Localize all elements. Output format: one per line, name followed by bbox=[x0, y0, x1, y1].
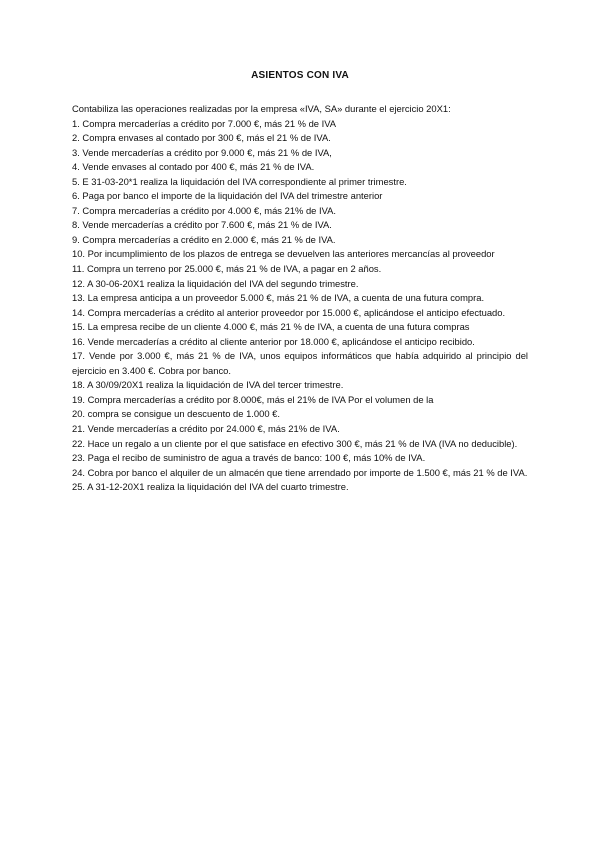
list-item: 21. Vende mercaderías a crédito por 24.000 €, más 21% de IVA. bbox=[72, 423, 340, 435]
list-item: 17. Vende por 3.000 €, más 21 % de IVA, unos equipos informáticos que había adquirido al principio del ejercicio en 3.400 €. Cobra por banco. bbox=[72, 350, 528, 376]
list-item: 14. Compra mercaderías a crédito al anterior proveedor por 15.000 €, aplicándose el anticipo efectuado. bbox=[72, 306, 506, 318]
list-item: 9. Compra mercaderías a crédito en 2.000 €, más 21 % de IVA. bbox=[72, 233, 336, 245]
list-item: 22. Hace un regalo a un cliente por el que satisface en efectivo 300 €, más 21 % de IVA (IVA no deducible). bbox=[72, 437, 518, 449]
list-item: 12. A 30-06-20X1 realiza la liquidación del IVA del segundo trimestre. bbox=[72, 277, 359, 289]
operations-list bbox=[72, 117, 528, 495]
list-item: 20. compra se consigue un descuento de 1.000 €. bbox=[72, 408, 280, 420]
list-item: 3. Vende mercaderías a crédito por 9.000 €, más 21 % de IVA, bbox=[72, 146, 332, 158]
list-item: 7. Compra mercaderías a crédito por 4.000 €, más 21% de IVA. bbox=[72, 204, 337, 216]
list-item: 16. Vende mercaderías a crédito al cliente anterior por 18.000 €, aplicándose el anticipo recibido. bbox=[72, 335, 475, 347]
list-item: 15. La empresa recibe de un cliente 4.000 €, más 21 % de IVA, a cuenta de una futura compras bbox=[72, 321, 470, 333]
list-item: 18. A 30/09/20X1 realiza la liquidación de IVA del tercer trimestre. bbox=[72, 379, 344, 391]
list-item: 11. Compra un terreno por 25.000 €, más 21 % de IVA, a pagar en 2 años. bbox=[72, 263, 382, 275]
list-item: 24. Cobra por banco el alquiler de un almacén que tiene arrendado por importe de 1.500 €, más 21 % de IVA. bbox=[72, 466, 528, 478]
list-item: 13. La empresa anticipa a un proveedor 5.000 €, más 21 % de IVA, a cuenta de una futura compra. bbox=[72, 292, 485, 304]
list-item: 5. E 31-03-20*1 realiza la liquidación del IVA correspondiente al primer trimestre. bbox=[72, 175, 407, 187]
list-item: 2. Compra envases al contado por 300 €, más el 21 % de IVA. bbox=[72, 132, 331, 144]
document-title: ASIENTOS CON IVA bbox=[251, 70, 349, 81]
document-page bbox=[72, 70, 528, 495]
list-item: 6. Paga por banco el importe de la liquidación del IVA del trimestre anterior bbox=[72, 190, 383, 202]
list-item: 19. Compra mercaderías a crédito por 8.000€, más el 21% de IVA Por el volumen de la bbox=[72, 393, 434, 405]
intro-text: Contabiliza las operaciones realizadas por la empresa «IVA, SA» durante el ejercicio 20X1: bbox=[72, 103, 451, 114]
list-item: 4. Vende envases al contado por 400 €, más 21 % de IVA. bbox=[72, 161, 315, 173]
list-item: 25. A 31-12-20X1 realiza la liquidación del IVA del cuarto trimestre. bbox=[72, 481, 349, 493]
list-item: 10. Por incumplimiento de los plazos de entrega se devuelven las anteriores mercancías al proveedor bbox=[72, 248, 495, 260]
list-item: 1. Compra mercaderías a crédito por 7.000 €, más 21 % de IVA bbox=[72, 117, 337, 129]
list-item: 8. Vende mercaderías a crédito por 7.600 €, más 21 % de IVA. bbox=[72, 219, 332, 231]
list-item: 23. Paga el recibo de suministro de agua a través de banco: 100 €, más 10% de IVA. bbox=[72, 452, 426, 464]
